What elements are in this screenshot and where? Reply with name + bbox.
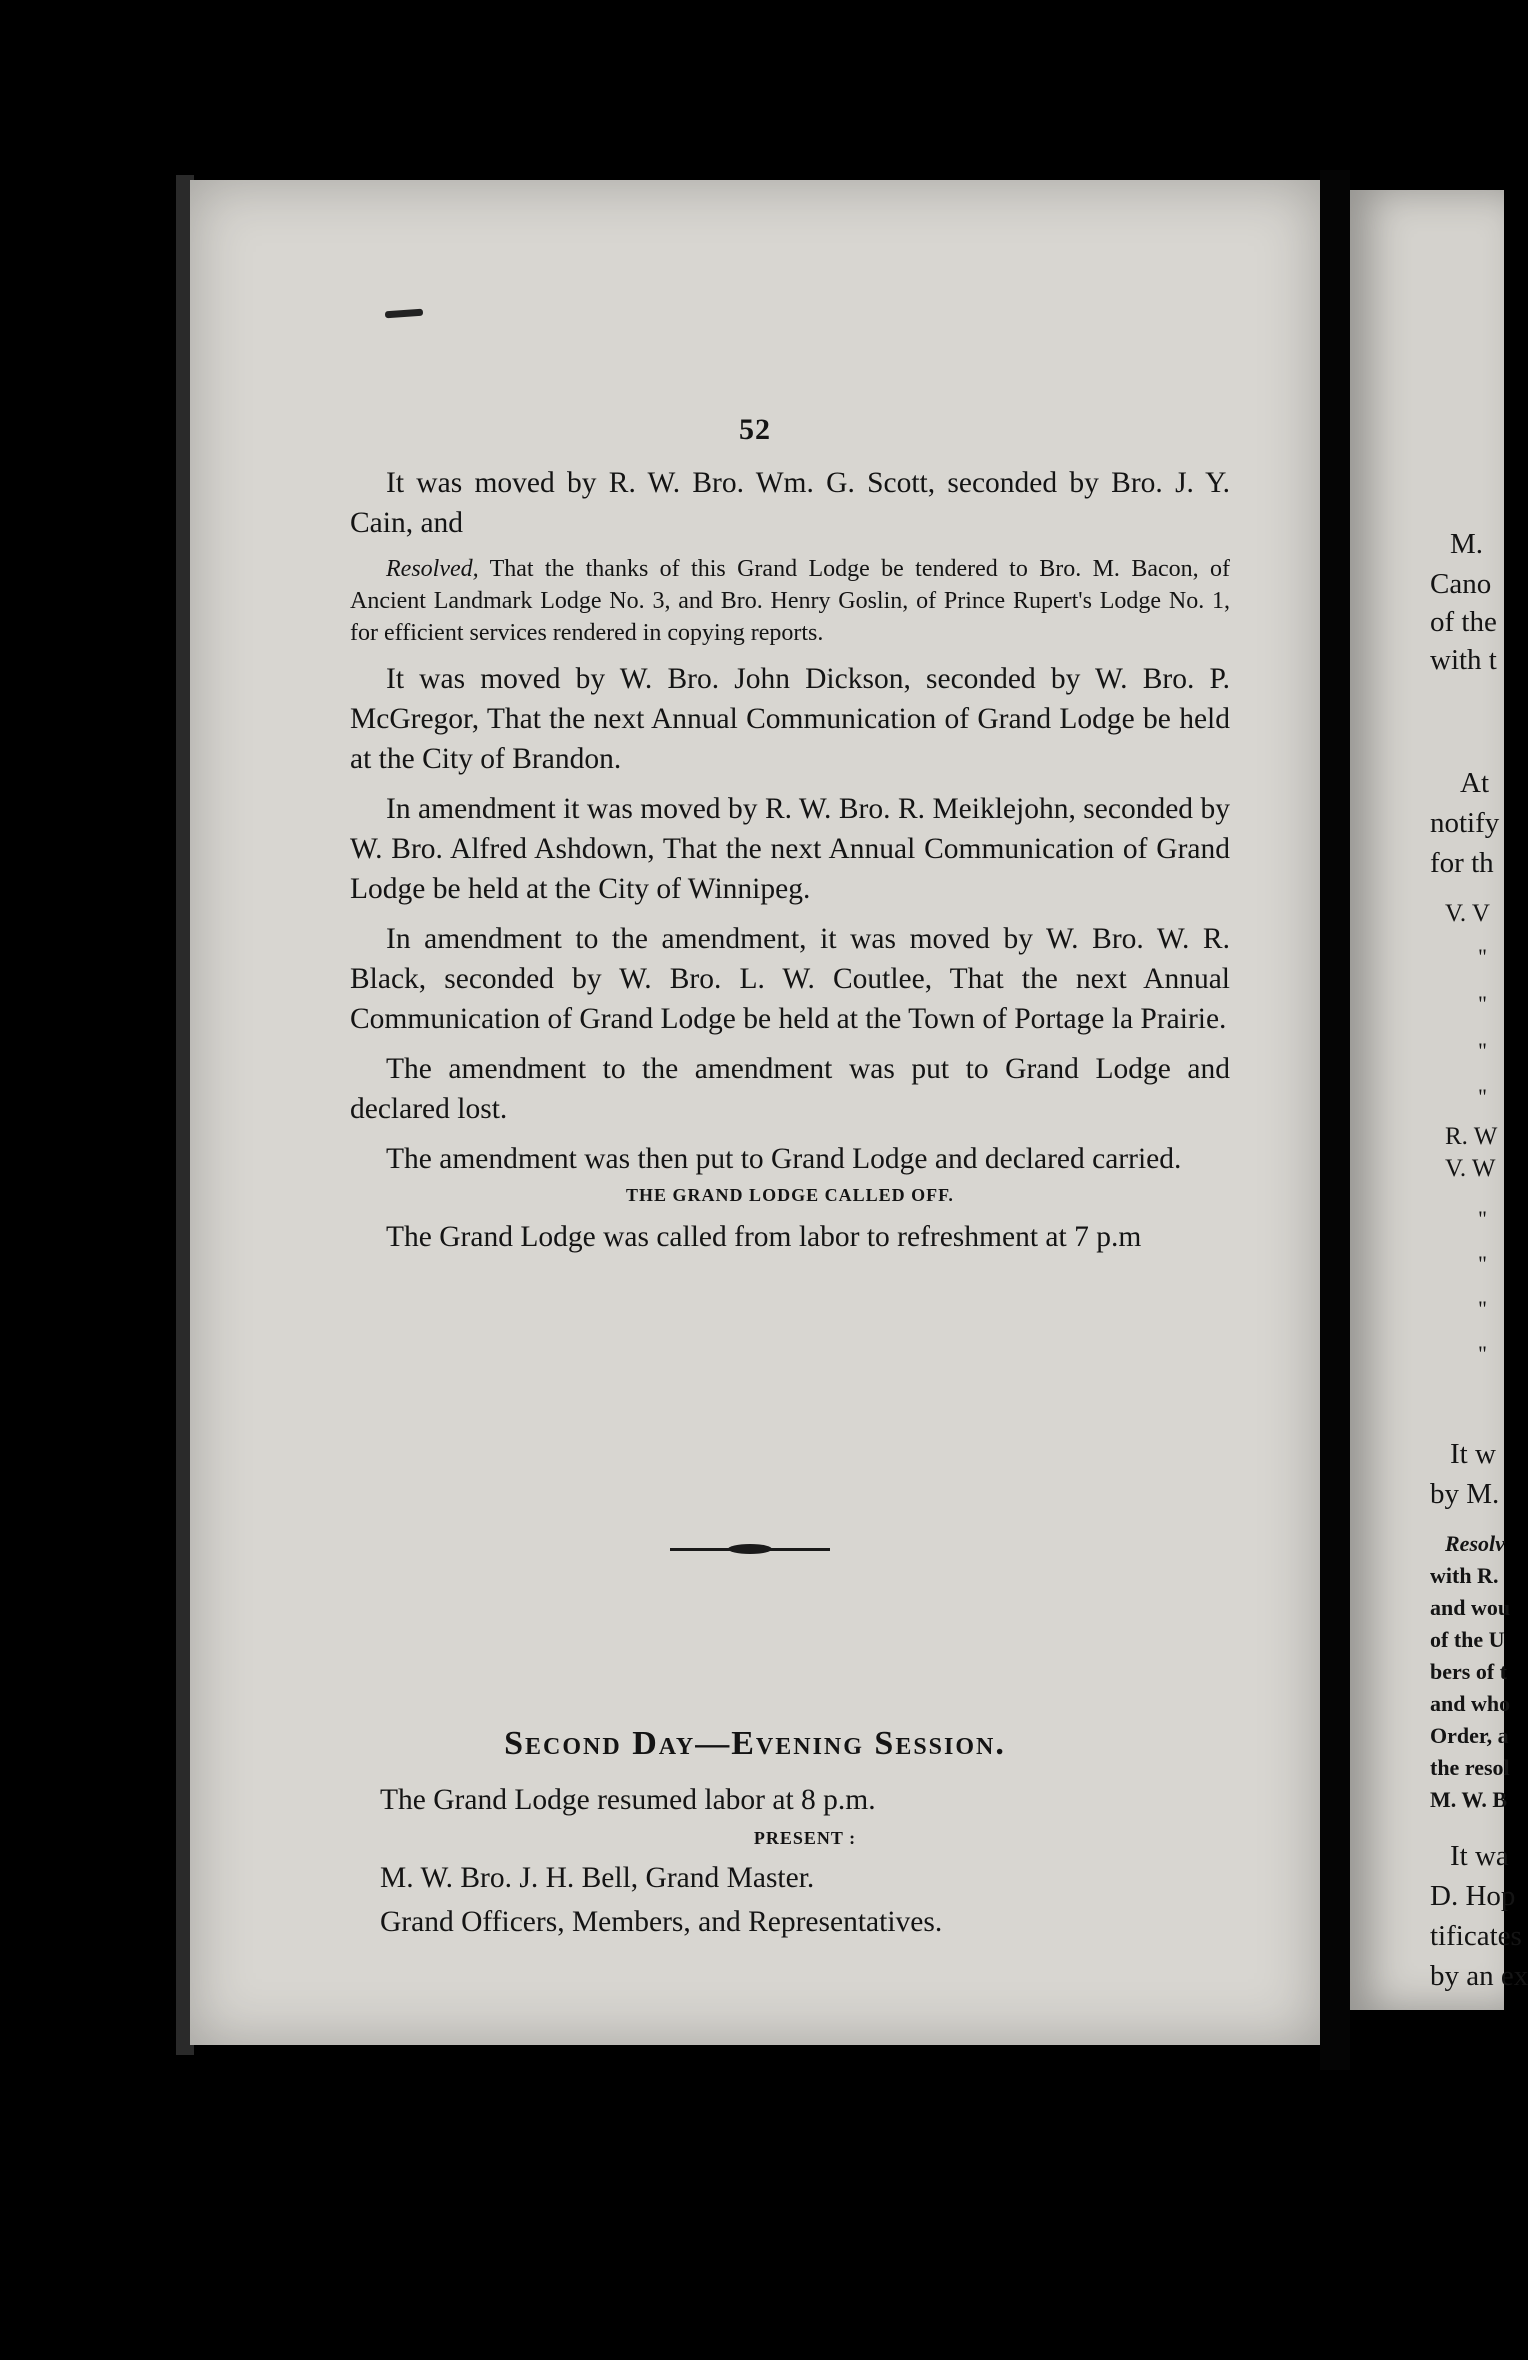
paragraph-motion-scott: It was moved by R. W. Bro. Wm. G. Scott, seconded by Bro. J. Y. Cain, and: [350, 467, 1230, 539]
right-fragment: of the U: [1430, 1627, 1505, 1652]
right-page: [1350, 190, 1528, 2010]
right-fragment: It wa: [1450, 1840, 1509, 1872]
right-fragment: D. Hop: [1430, 1880, 1516, 1912]
right-fragment: ": [1478, 1038, 1487, 1063]
paragraph-amendment-carried: The amendment was then put to Grand Lodge and declared carried.: [386, 1143, 1182, 1175]
ink-smudge: [385, 309, 423, 319]
right-fragment: and who: [1430, 1691, 1511, 1716]
right-fragment: ": [1478, 1251, 1487, 1276]
right-fragment: with t: [1430, 644, 1497, 676]
session-body: [380, 1780, 1230, 1952]
right-fragment: ": [1478, 1296, 1487, 1321]
right-fragment: Cano: [1430, 568, 1492, 600]
resolved-text: That the thanks of this Grand Lodge be tendered to Bro. M. Bacon, of Ancient Landmark Lodge No. 3, and Bro. Henry Goslin, of Prince Rupert's Lodge No. 1, for efficient services rendered in copying reports.: [350, 556, 1230, 646]
right-fragment: of the: [1430, 606, 1497, 638]
right-fragment: and wou: [1430, 1595, 1511, 1620]
right-fragment: At: [1460, 767, 1489, 799]
right-fragment: tificates: [1430, 1920, 1522, 1952]
present-officers: Grand Officers, Members, and Representatives.: [380, 1906, 943, 1938]
right-fragment: notify: [1430, 807, 1500, 839]
page-number: 52: [739, 413, 771, 446]
paragraph-motion-dickson: It was moved by W. Bro. John Dickson, seconded by W. Bro. P. McGregor, That the next Annual Communication of Grand Lodge be held at the City of Brandon.: [350, 663, 1230, 775]
right-fragment: V. V: [1445, 900, 1490, 927]
ornamental-rule-center: [728, 1544, 772, 1554]
right-fragment: ": [1478, 1084, 1487, 1109]
resolved-label: Resolved,: [386, 556, 479, 582]
right-fragment: ": [1478, 1341, 1487, 1366]
called-off-heading: THE GRAND LODGE CALLED OFF.: [626, 1185, 954, 1205]
right-fragment: with R.: [1430, 1563, 1499, 1588]
right-fragment: ": [1478, 1206, 1487, 1231]
right-fragment: bers of t: [1430, 1659, 1507, 1684]
right-fragment: for th: [1430, 847, 1494, 879]
right-fragment: the resol: [1430, 1755, 1510, 1780]
paragraph-amendment: In amendment it was moved by R. W. Bro. R. Meiklejohn, seconded by W. Bro. Alfred Ashdown, That the next Annual Communication of Grand Lodge be held at the City of Winnipeg.: [350, 793, 1230, 905]
paragraph-resolved: [350, 553, 1230, 649]
present-heading: PRESENT :: [753, 1828, 857, 1848]
right-fragment: by an ex: [1430, 1960, 1528, 1992]
paragraph-called-off: The Grand Lodge was called from labor to refreshment at 7 p.m: [386, 1221, 1142, 1253]
book-gutter: [1320, 170, 1350, 2070]
paragraph-amendment-lost: The amendment to the amendment was put to Grand Lodge and declared lost.: [350, 1053, 1230, 1125]
paragraph-amendment-to-amendment: In amendment to the amendment, it was moved by W. Bro. W. R. Black, seconded by W. Bro. L. W. Coutlee, That the next Annual Communication of Grand Lodge be held at the Town of Portage la Prairie.: [350, 923, 1230, 1035]
present-grand-master: M. W. Bro. J. H. Bell, Grand Master.: [380, 1862, 815, 1894]
right-fragment: M.: [1450, 528, 1484, 560]
right-fragment: Resolv: [1445, 1531, 1505, 1556]
right-fragment: ": [1478, 991, 1487, 1016]
left-page: [190, 180, 1320, 2045]
right-fragment: It w: [1450, 1438, 1496, 1470]
right-fragment: ": [1478, 944, 1487, 969]
right-fragment: Order, a: [1430, 1723, 1509, 1748]
section-title: Second Day—Evening Session.: [504, 1725, 1006, 1762]
right-fragment: R. W: [1445, 1123, 1498, 1150]
right-fragment: V. W: [1445, 1155, 1496, 1182]
right-fragment: M. W. B: [1430, 1787, 1508, 1812]
page-body: [350, 463, 1230, 1267]
paragraph-resumed: The Grand Lodge resumed labor at 8 p.m.: [380, 1784, 876, 1816]
right-fragment: by M.: [1430, 1478, 1500, 1510]
